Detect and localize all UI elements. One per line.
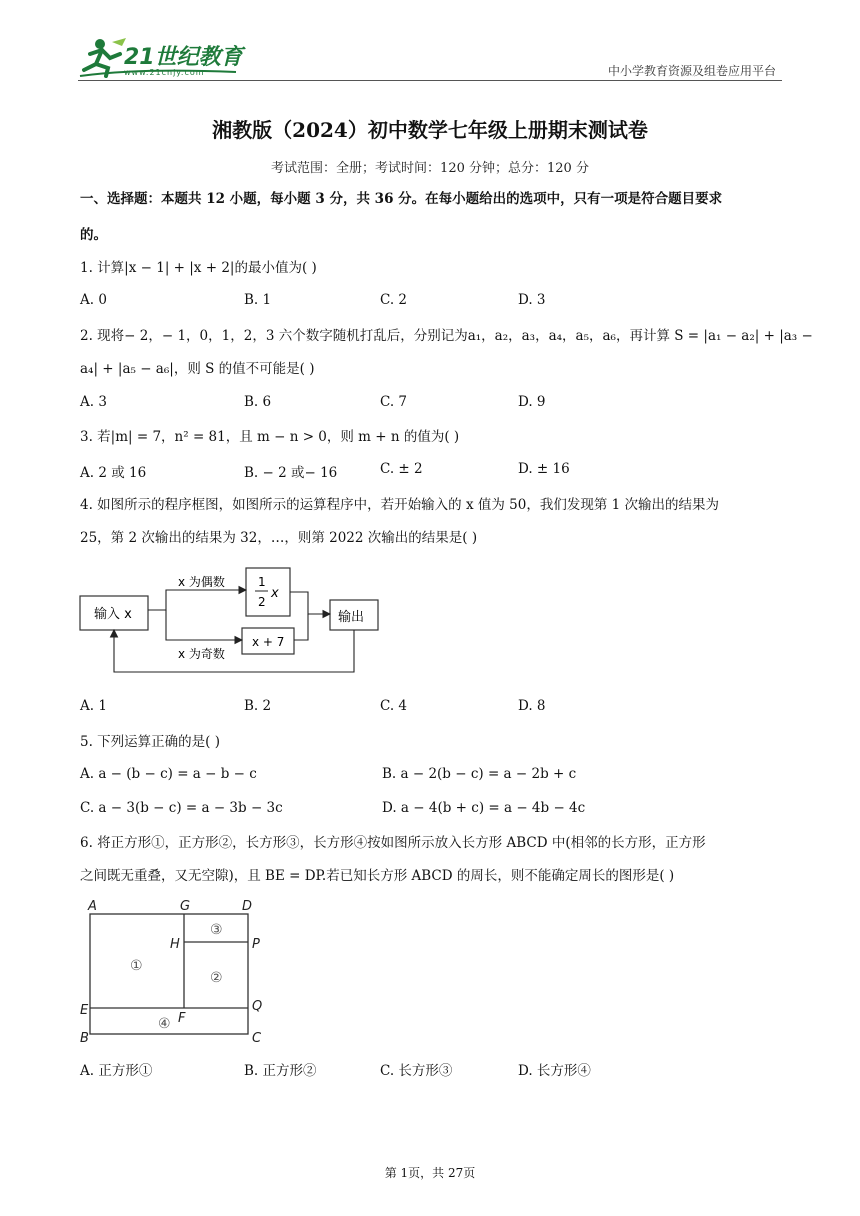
- half-box: [246, 568, 290, 616]
- q1-option-c: C. 2: [380, 292, 408, 308]
- region-1: ①: [130, 958, 143, 974]
- input-label: 输入 x: [94, 607, 132, 622]
- region-2: ②: [210, 970, 223, 986]
- rectangle-figure: [76, 896, 276, 1048]
- q4-option-a: A. 1: [80, 698, 107, 714]
- q4-stem-line1: 4. 如图所示的程序框图，如图所示的运算程序中，若开始输入的 x 值为 50，我们发现第 1 次输出的结果为: [80, 497, 720, 513]
- q4-option-c: C. 4: [380, 698, 408, 714]
- q2-option-d: D. 9: [518, 394, 546, 410]
- q3-stem: 3. 若|m| = 7，n² = 81，且 m − n > 0，则 m + n 的值为( ): [80, 429, 460, 445]
- output-label: 输出: [338, 610, 365, 625]
- even-label: x 为偶数: [178, 575, 225, 589]
- header-divider: [78, 80, 782, 81]
- logo-url: www.21cnjy.com: [124, 68, 205, 77]
- region-3: ③: [210, 922, 223, 938]
- q4-option-d: D. 8: [518, 698, 546, 714]
- q6-stem-line2: 之间既无重叠，又无空隙)，且 BE = DP.若已知长方形 ABCD 的周长，则不能确定周长的图形是( ): [80, 868, 675, 884]
- page-title: 湘教版（2024）初中数学七年级上册期末测试卷: [212, 118, 648, 142]
- logo-text: 21世纪教育: [124, 45, 243, 70]
- half-numerator: 1: [258, 575, 266, 589]
- exam-info: 考试范围：全册；考试时间：120 分钟；总分：120 分: [271, 161, 589, 176]
- flowchart-diagram: [76, 566, 386, 678]
- q5-option-a: A. a − (b − c) = a − b − c: [80, 766, 257, 782]
- q3-option-d: D. ± 16: [518, 461, 570, 477]
- q1-option-a: A. 0: [80, 292, 107, 308]
- q1-option-d: D. 3: [518, 292, 546, 308]
- q6-option-c: C. 长方形③: [380, 1063, 453, 1079]
- label-g: G: [180, 899, 191, 914]
- q1-option-b: B. 1: [244, 292, 272, 308]
- q2-option-c: C. 7: [380, 394, 408, 410]
- label-d: D: [242, 899, 253, 914]
- q6-stem-line1: 6. 将正方形①，正方形②，长方形③，长方形④按如图所示放入长方形 ABCD 中(相邻的长方形，正方形: [80, 835, 706, 851]
- label-p: P: [252, 937, 260, 952]
- section-heading: 一、选择题：本题共 12 小题，每小题 3 分，共 36 分。在每小题给出的选项中，只有一项是符合题目要求: [80, 191, 723, 207]
- label-q: Q: [252, 999, 263, 1014]
- q4-stem-line2: 25，第 2 次输出的结果为 32，…，则第 2022 次输出的结果是( ): [80, 530, 478, 546]
- q2-option-a: A. 3: [80, 394, 107, 410]
- odd-label: x 为奇数: [178, 647, 225, 661]
- q6-option-d: D. 长方形④: [518, 1063, 591, 1079]
- region-4: ④: [158, 1016, 171, 1032]
- label-a: A: [88, 899, 97, 914]
- q5-option-c: C. a − 3(b − c) = a − 3b − 3c: [80, 800, 283, 816]
- q2-option-b: B. 6: [244, 394, 272, 410]
- half-denominator: 2: [258, 595, 266, 609]
- page-number: 第 1页，共 27页: [384, 1166, 476, 1180]
- q5-option-d: D. a − 4(b + c) = a − 4b − 4c: [382, 800, 586, 816]
- label-c: C: [252, 1031, 262, 1046]
- label-h: H: [170, 937, 180, 952]
- platform-name: 中小学教育资源及组卷应用平台: [607, 64, 776, 78]
- q5-stem: 5. 下列运算正确的是( ): [80, 734, 220, 750]
- q3-option-b: B. − 2 或− 16: [244, 465, 338, 481]
- plus-seven-label: x + 7: [252, 635, 285, 649]
- q3-option-c: C. ± 2: [380, 461, 423, 477]
- q6-option-a: A. 正方形①: [80, 1063, 153, 1079]
- q2-stem-line1: 2. 现将− 2，− 1，0，1，2，3 六个数字随机打乱后，分别记为a₁，a₂，a₃，a₄，a₅，a₆，再计算 S = |a₁ − a₂| + |a₃ −: [80, 328, 813, 344]
- label-e: E: [80, 1003, 89, 1018]
- q1-stem: 1. 计算|x − 1| + |x + 2|的最小值为( ): [80, 260, 317, 276]
- section-heading-cont: 的。: [80, 227, 107, 243]
- q4-option-b: B. 2: [244, 698, 272, 714]
- half-variable: x: [271, 586, 279, 601]
- q6-option-b: B. 正方形②: [244, 1063, 317, 1079]
- label-f: F: [178, 1011, 186, 1026]
- q2-stem-line2: a₄| + |a₅ − a₆|，则 S 的值不可能是( ): [80, 361, 315, 377]
- label-b: B: [80, 1031, 89, 1046]
- q3-option-a: A. 2 或 16: [80, 465, 147, 481]
- q5-option-b: B. a − 2(b − c) = a − 2b + c: [382, 766, 577, 782]
